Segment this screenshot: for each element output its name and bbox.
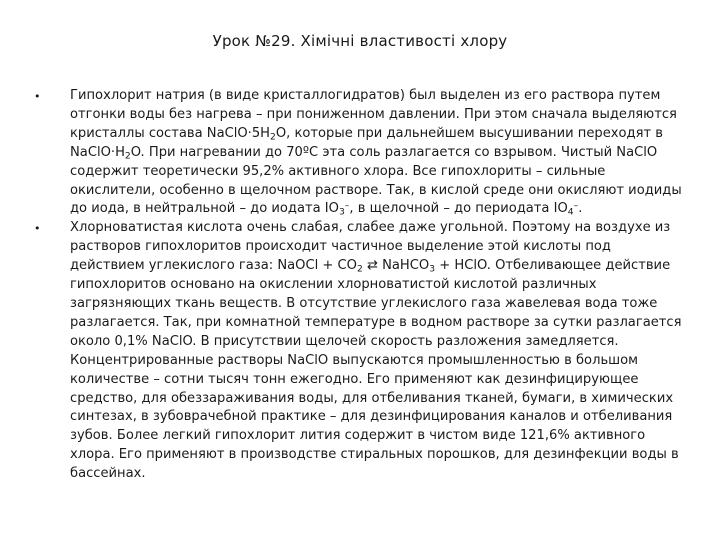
bullet-item-1 xyxy=(30,87,682,219)
bullet-icon: • xyxy=(34,90,41,103)
subscript: 3 xyxy=(429,263,436,275)
bullet-list xyxy=(30,87,682,484)
bullet-icon: • xyxy=(34,222,41,236)
subscript: 2 xyxy=(124,150,131,161)
superscript: – xyxy=(573,200,579,212)
subscript: 4 xyxy=(567,206,574,218)
subscript: 2 xyxy=(356,263,363,275)
superscript: – xyxy=(344,200,350,212)
page-title: Урок №29. Хімічні властивості хлору xyxy=(212,32,508,50)
bullet-item-2 xyxy=(30,219,682,484)
subscript: 2 xyxy=(270,131,276,143)
subscript: 3 xyxy=(338,206,345,218)
paragraph-hypochlorous-acid: Хлорноватистая кислота очень слабая, слабее даже угольной. Поэтому на воздухе из растворов гипохлоритов происходит частичное выделение этой кислоты под действием углекислого газа: NaOCl + $CO_2$ ⇄ NaHCO$_3$ + HClO. Отбеливающее действие гипохлоритов основано на окислении хлорноватистой кислотой различных загрязняющих ткань веществ. В отсутствие углекислого газа жавелевая вода тоже разлагается. Так, при комнатной температуре в водном растворе за сутки разлагается около 0,1% NaClO. В присутствии щелочей скорость разложения замедляется. Концентрированные растворы NaClO выпускаются промышленностью в большом количестве – сотни тысяч тонн ежегодно. Его применяют как дезинфицирующее средство, для обеззараживания воды, для отбеливания тканей, бумаги, в химических синтезах, в зубоврачебной практике – для дезинфицирования каналов и отбеливания зубов. Более легкий гипохлорит лития содержит в чистом виде 121,6% активного хлора. Его применяют в производстве стиральных порошков, для дезинфекции воды в бассейнах. xyxy=(70,220,682,482)
paragraph-sodium-hypochlorite: Гипохлорит натрия (в виде кристаллогидратов) был выделен из его раствора путем отгонки воды без нагрева – при пониженном давлении. При этом сначала выделяются кристаллы состава $NaClO\cdot 5H_2O$, которые при дальнейшем высушивании переходят в $NaClO\cdot H_2O$. При нагревании до 70ºС эта соль разлагается со взрывом. Чистый NaClO содержит теоретически 95,2% активного хлора. Все гипохлориты – сильные окислители, особенно в щелочном растворе. Так, в кислой среде они окисляют иодиды до иода, в нейтральной – до иодата $IO_3^-$, в щелочной – до периодата $IO_4^-$. xyxy=(70,88,682,218)
